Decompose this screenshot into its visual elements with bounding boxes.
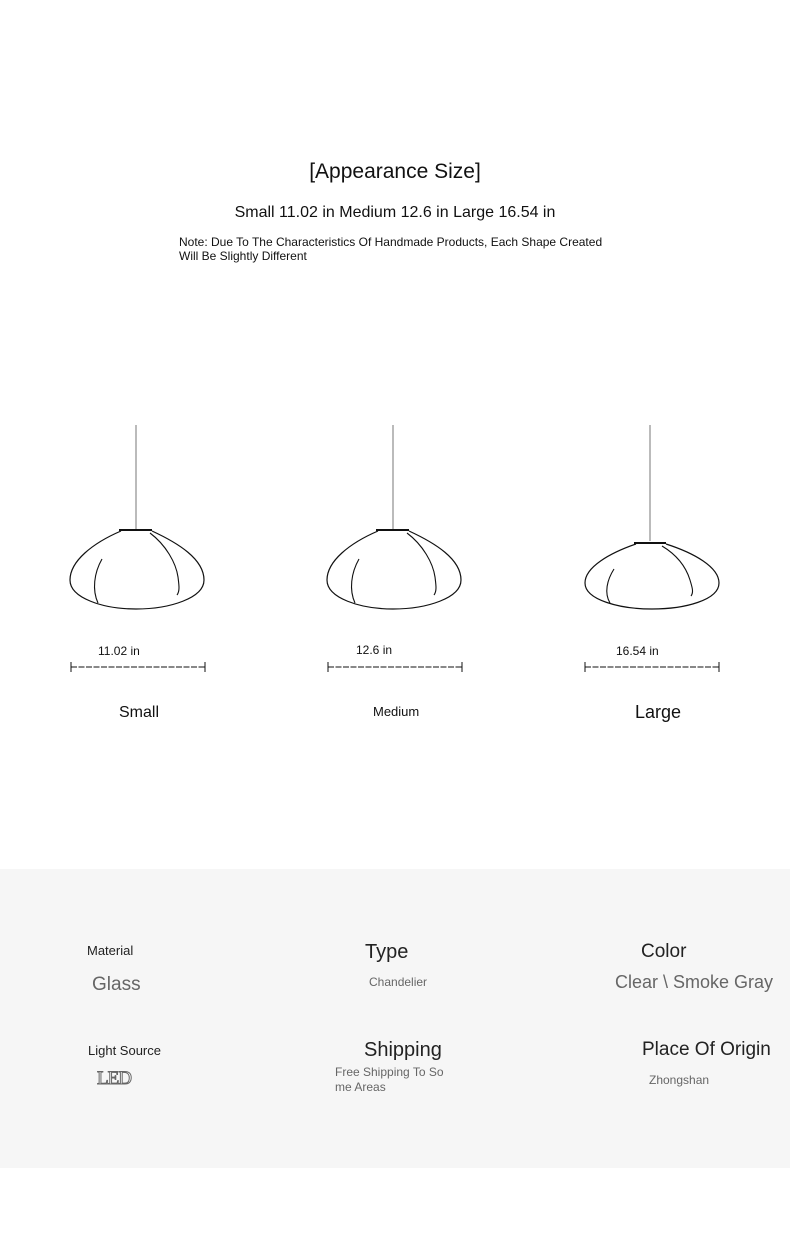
- size-name-large: Large: [635, 702, 682, 722]
- spec-value-light-source: LED: [97, 1068, 131, 1089]
- size-name-small: Small: [119, 704, 160, 721]
- dimension-label-large: 16.54 in: [616, 644, 659, 658]
- spec-value-origin: Zhongshan: [649, 1073, 710, 1087]
- page-title: [Appearance Size]: [309, 160, 481, 183]
- spec-value-shipping: Free Shipping To Some Areas: [335, 1065, 444, 1094]
- spec-label-origin: Place Of Origin: [642, 1039, 771, 1060]
- spec-value-material: Glass: [92, 974, 141, 995]
- spec-label-light-source: Light Source: [88, 1043, 161, 1058]
- dimension-label-small: 11.02 in: [98, 644, 140, 658]
- spec-value-type: Chandelier: [369, 975, 428, 989]
- dimension-line-icon: [584, 659, 720, 669]
- dimension-label-medium: 12.6 in: [356, 643, 393, 657]
- handmade-note: Note: Due To The Characteristics Of Handmade Products, Each Shape Created Will Be Slightly Different: [179, 235, 603, 263]
- specs-panel: [0, 869, 790, 1168]
- spec-label-shipping: Shipping: [364, 1039, 442, 1061]
- pendant-lamp-icon: [325, 425, 465, 615]
- dimension-line-icon: [70, 659, 206, 669]
- spec-label-type: Type: [365, 941, 409, 963]
- size-name-medium: Medium: [373, 704, 420, 719]
- sizes-summary: Small 11.02 in Medium 12.6 in Large 16.54 in: [234, 204, 556, 221]
- spec-label-material: Material: [87, 943, 134, 958]
- pendant-lamp-icon: [68, 425, 208, 615]
- spec-value-color: Clear \ Smoke Gray: [615, 972, 774, 992]
- pendant-lamp-icon: [582, 425, 722, 615]
- dimension-line-icon: [327, 659, 463, 669]
- spec-label-color: Color: [641, 941, 687, 962]
